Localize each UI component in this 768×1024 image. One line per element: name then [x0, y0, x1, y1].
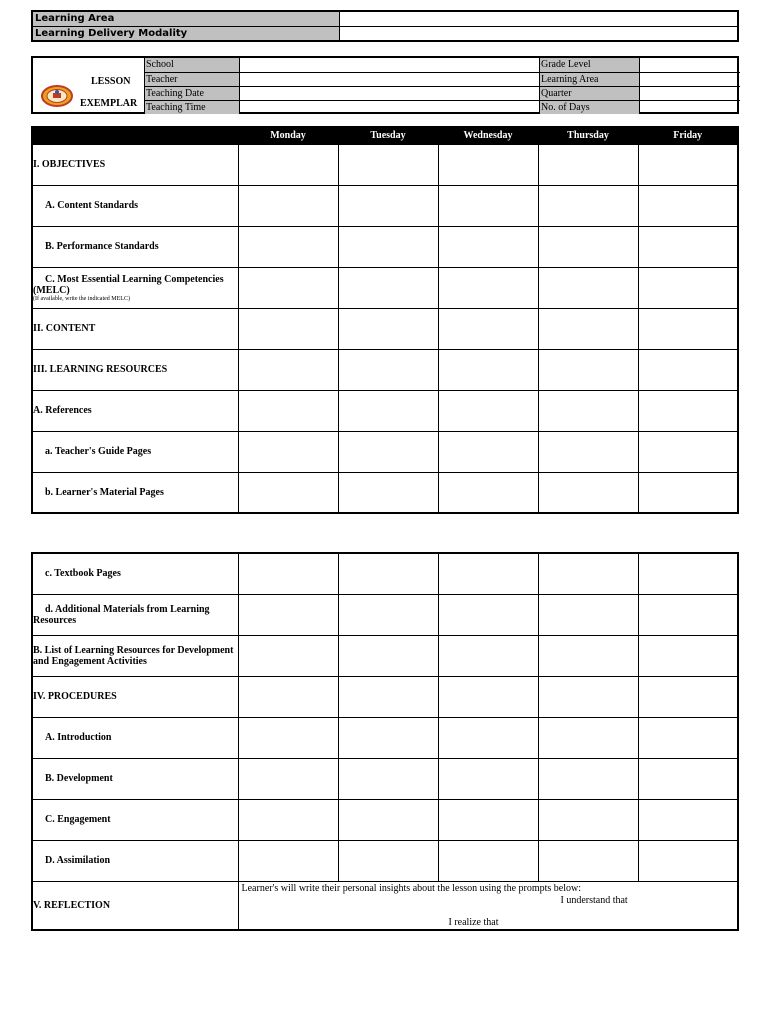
table-row [32, 717, 738, 758]
quarter-label: Quarter [540, 86, 640, 100]
melc-note: (If available, write the indicated MELC) [33, 295, 130, 302]
cell[interactable] [638, 635, 738, 676]
day-header-thursday: Thursday [538, 127, 638, 144]
row-label-development: B. Development [32, 758, 238, 799]
cell[interactable] [238, 758, 338, 799]
row-label-additional-materials [32, 594, 238, 635]
learning-area-label: Learning Area [32, 11, 339, 26]
table-row [32, 390, 738, 431]
cell[interactable] [438, 553, 538, 594]
table-row [32, 553, 738, 594]
table-row [32, 881, 738, 930]
cell[interactable] [238, 390, 338, 431]
table-row [32, 840, 738, 881]
cell[interactable] [438, 185, 538, 226]
row-label-list-of-resources: B. List of Learning Resources for Development and Engagement Activities [32, 635, 238, 676]
row-label-objectives: I. OBJECTIVES [32, 144, 238, 185]
cell[interactable] [338, 308, 438, 349]
cell[interactable] [438, 758, 538, 799]
cell[interactable] [338, 267, 438, 308]
cell[interactable] [338, 676, 438, 717]
cell[interactable] [338, 799, 438, 840]
school-input[interactable] [240, 58, 540, 72]
cell[interactable] [338, 226, 438, 267]
cell[interactable] [438, 676, 538, 717]
cell[interactable] [438, 799, 538, 840]
cell[interactable] [338, 717, 438, 758]
corner-header [32, 127, 238, 144]
cell[interactable] [538, 758, 638, 799]
no-of-days-label: No. of Days [540, 100, 640, 114]
teaching-date-label: Teaching Date [145, 86, 240, 100]
cell[interactable] [238, 431, 338, 472]
cell[interactable] [638, 676, 738, 717]
cell[interactable] [538, 472, 638, 513]
row-label-performance-standards: B. Performance Standards [32, 226, 238, 267]
row-label-engagement: C. Engagement [32, 799, 238, 840]
cell[interactable] [538, 799, 638, 840]
cell[interactable] [638, 308, 738, 349]
cell[interactable] [438, 390, 538, 431]
cell[interactable] [338, 594, 438, 635]
cell[interactable] [638, 390, 738, 431]
additional-materials-label: d. Additional Materials from Learning Resources [33, 603, 210, 626]
table-row [32, 349, 738, 390]
cell[interactable] [438, 717, 538, 758]
cell[interactable] [638, 594, 738, 635]
teaching-date-input[interactable] [240, 86, 540, 100]
cell[interactable] [538, 840, 638, 881]
grade-level-label: Grade Level [540, 58, 640, 72]
cell[interactable] [238, 308, 338, 349]
cell[interactable] [638, 144, 738, 185]
row-label-textbook-pages: c. Textbook Pages [32, 553, 238, 594]
cell[interactable] [638, 226, 738, 267]
cell[interactable] [338, 431, 438, 472]
cell[interactable] [538, 553, 638, 594]
cell[interactable] [638, 349, 738, 390]
delivery-modality-label: Learning Delivery Modality [32, 26, 339, 41]
cell[interactable] [238, 799, 338, 840]
cell[interactable] [538, 717, 638, 758]
day-header-friday: Friday [638, 127, 738, 144]
row-label-melc [32, 267, 238, 308]
table-row [32, 472, 738, 513]
cell[interactable] [538, 144, 638, 185]
cell[interactable] [538, 635, 638, 676]
delivery-modality-input[interactable] [339, 26, 738, 41]
cell[interactable] [638, 553, 738, 594]
cell[interactable] [538, 226, 638, 267]
teacher-label: Teacher [145, 72, 240, 86]
learning-area-input[interactable] [339, 11, 738, 26]
cell[interactable] [238, 840, 338, 881]
cell[interactable] [538, 308, 638, 349]
reflection-cell[interactable] [238, 881, 738, 930]
cell[interactable] [338, 472, 438, 513]
cell[interactable] [638, 472, 738, 513]
table-row [32, 144, 738, 185]
deped-seal-icon [41, 85, 73, 107]
cell[interactable] [638, 758, 738, 799]
table-row [32, 185, 738, 226]
row-label-content: II. CONTENT [32, 308, 238, 349]
cell[interactable] [338, 840, 438, 881]
grade-level-input[interactable] [640, 58, 740, 72]
lesson-info-table [144, 58, 740, 114]
cell[interactable] [538, 349, 638, 390]
cell[interactable] [238, 472, 338, 513]
cell[interactable] [638, 431, 738, 472]
cell[interactable] [338, 390, 438, 431]
no-of-days-input[interactable] [640, 100, 740, 114]
reflection-prompt-realize: I realize that [448, 916, 499, 928]
row-label-assimilation: D. Assimilation [32, 840, 238, 881]
cell[interactable] [438, 472, 538, 513]
learning-area-table [31, 10, 739, 42]
cell[interactable] [438, 144, 538, 185]
lesson-plan-grid-2 [31, 552, 739, 931]
row-label-reflection: V. REFLECTION [32, 881, 238, 930]
cell[interactable] [538, 185, 638, 226]
cell[interactable] [238, 553, 338, 594]
cell[interactable] [438, 635, 538, 676]
cell[interactable] [438, 267, 538, 308]
reflection-intro: Learner's will write their personal insights about the lesson using the prompts below: [241, 882, 582, 894]
lesson-plan-grid-1 [31, 126, 739, 514]
learning-area-info-input[interactable] [640, 72, 740, 86]
exemplar-title-line1: LESSON [91, 76, 131, 87]
table-row [32, 267, 738, 308]
teacher-input[interactable] [240, 72, 540, 86]
quarter-input[interactable] [640, 86, 740, 100]
table-row [32, 758, 738, 799]
row-label-procedures: IV. PROCEDURES [32, 676, 238, 717]
cell[interactable] [238, 717, 338, 758]
table-row [32, 594, 738, 635]
cell[interactable] [238, 635, 338, 676]
cell[interactable] [438, 594, 538, 635]
cell[interactable] [538, 390, 638, 431]
day-header-wednesday: Wednesday [438, 127, 538, 144]
cell[interactable] [538, 594, 638, 635]
cell[interactable] [638, 267, 738, 308]
melc-label: C. Most Essential Learning Competencies (MELC) [33, 273, 224, 296]
table-row [32, 799, 738, 840]
cell[interactable] [538, 676, 638, 717]
table-row [32, 308, 738, 349]
cell[interactable] [438, 840, 538, 881]
cell[interactable] [438, 308, 538, 349]
row-label-content-standards: A. Content Standards [32, 185, 238, 226]
day-header-monday: Monday [238, 127, 338, 144]
cell[interactable] [438, 349, 538, 390]
row-label-introduction: A. Introduction [32, 717, 238, 758]
cell[interactable] [338, 635, 438, 676]
cell[interactable] [538, 267, 638, 308]
cell[interactable] [238, 144, 338, 185]
lesson-header [31, 56, 739, 114]
teaching-time-label: Teaching Time [145, 100, 240, 114]
cell[interactable] [438, 226, 538, 267]
cell[interactable] [538, 431, 638, 472]
cell[interactable] [238, 594, 338, 635]
cell[interactable] [338, 349, 438, 390]
teaching-time-input[interactable] [240, 100, 540, 114]
cell[interactable] [338, 144, 438, 185]
table-row [32, 226, 738, 267]
learning-area-info-label: Learning Area [540, 72, 640, 86]
row-label-learning-resources: III. LEARNING RESOURCES [32, 349, 238, 390]
reflection-prompts [239, 882, 738, 929]
cell[interactable] [238, 349, 338, 390]
cell[interactable] [638, 185, 738, 226]
school-label: School [145, 58, 240, 72]
row-label-learners-material: b. Learner's Material Pages [32, 472, 238, 513]
cell[interactable] [638, 840, 738, 881]
cell[interactable] [238, 226, 338, 267]
reflection-prompt-understand: I understand that [560, 894, 628, 906]
cell[interactable] [238, 267, 338, 308]
cell[interactable] [338, 185, 438, 226]
row-label-teachers-guide: a. Teacher's Guide Pages [32, 431, 238, 472]
cell[interactable] [238, 676, 338, 717]
table-row [32, 676, 738, 717]
row-label-references: A. References [32, 390, 238, 431]
table-row [32, 431, 738, 472]
cell[interactable] [338, 758, 438, 799]
cell[interactable] [638, 717, 738, 758]
day-header-tuesday: Tuesday [338, 127, 438, 144]
exemplar-title-line2: EXEMPLAR [80, 98, 138, 109]
cell[interactable] [238, 185, 338, 226]
cell[interactable] [438, 431, 538, 472]
logo-cell [33, 58, 145, 112]
cell[interactable] [338, 553, 438, 594]
table-row [32, 635, 738, 676]
cell[interactable] [638, 799, 738, 840]
